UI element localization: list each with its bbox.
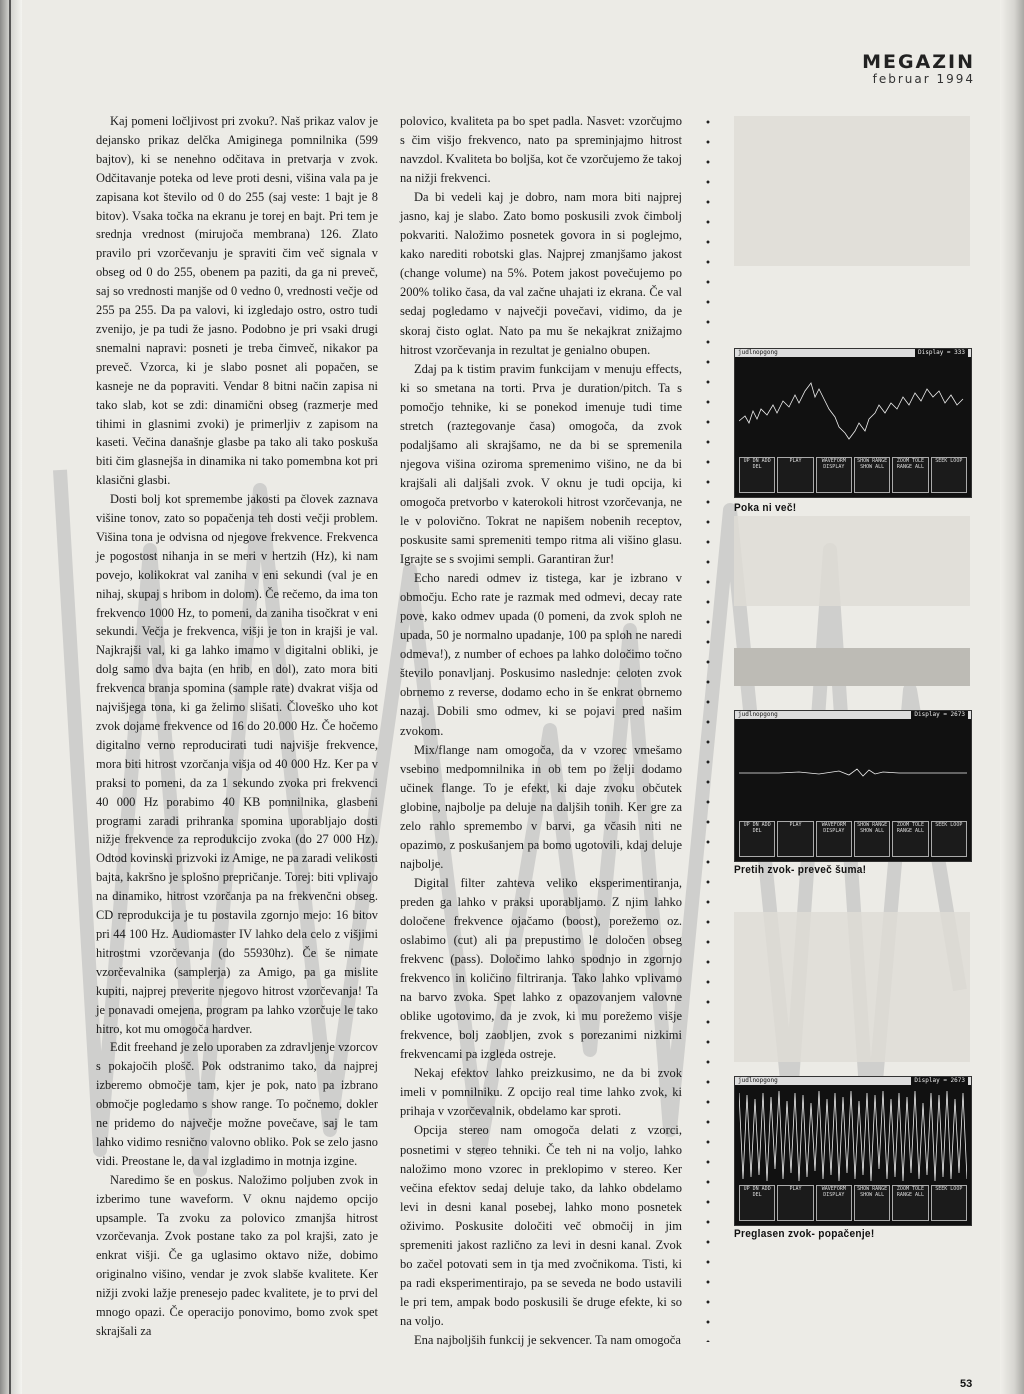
- window-title-bar: [735, 1077, 971, 1085]
- magazine-title: MEGAZIN: [862, 51, 975, 73]
- show-through-block: [734, 516, 970, 606]
- control-panel: [739, 1185, 967, 1221]
- paragraph: Echo naredi odmev iz tistega, kar je izbrano v območju. Echo rate je razmak med odmevi, decay rate pove, kako odmev upada (0 pomeni, da zvok sploh ne upada, 50 je normalno upadanje, 100 pa sploh ne naredi odmeva!), z number of echoes pa lahko določimo točno število ponavljanj. Poskusimo naslednje: celoten zvok obrnemo z reverse, dodamo echo in še enkrat obrnemo nazaj. Dobili smo odmev, ki se pojavi pred našim zvokom.: [400, 571, 682, 738]
- sampler-screenshot-1: [734, 348, 972, 498]
- sampler-screenshot-2: [734, 710, 972, 862]
- show-through-block: [734, 116, 970, 266]
- play-button[interactable]: PLAY: [777, 457, 813, 493]
- spine-line: [9, 0, 11, 1394]
- sampler-screenshot-3: [734, 1076, 972, 1226]
- display-readout: Display = 2673: [911, 711, 968, 719]
- control-panel: [739, 821, 967, 857]
- waveform-display: [739, 723, 967, 817]
- seek-loop-button[interactable]: SEEK LOOP: [931, 1185, 967, 1221]
- zoom-button[interactable]: ZOOM TOLE RANGE ALL: [892, 1185, 928, 1221]
- paragraph: Naredimo še en poskus. Naložimo poljuben zvok in izberimo tune waveform. V oknu najdemo opcijo upsample. Ta zvoku za polovico zmanjša hitrost vzorčevanja. Zvok postane tako za pol krajši, zato je enkrat višji. Če ga uglasimo oktavo niže, dobimo originalno višino, vendar je zvok slabše kvalitete. Ker nižji zvoki lažje prenesejo padec kvalitete, je to prvi del mnogo opazi. Če operacijo ponovimo, bomo zvok spet skrajšali za: [96, 1172, 378, 1338]
- page-number: 53: [960, 1378, 973, 1390]
- screenshot-caption: Preglasen zvok- popačenje!: [734, 1228, 875, 1240]
- window-title: judlnopgong: [738, 711, 778, 718]
- paragraph: Digital filter zahteva veliko eksperimentiranja, preden ga lahko v praksi uporabljamo. Z njim lahko določene frekvence ojačamo (boost), porežemo oz. oslabimo (cut) ali pa prepustimo le določen obseg frekvenc (pass). Določimo lahko spodnjo in zgornjo frekvenco in količino filtriranja. Tako lahko vplivamo na barvo zvoka. Spet lahko z opazovanjem valovne oblike ugotovimo, da je zvok, ki mu porežemo višje frekvence, bolj zaobljen, zvok s porezanimi nizkimi frekvencami pa izgleda ostreje.: [400, 875, 682, 1062]
- paragraph: Mix/flange nam omogoča, da v vzorec vmešamo vsebino medpomnilnika in ob tem po želji dodamo učinek flange. To je efekt, ki daje zvoku občutek globine, najbolje pa deluje na daljših tonih. Ker gre za zelo rahlo spremembo v barvi, ga včasih niti ne opazimo, z poskušanjem pa bomo ugotovili, kdaj deluje najbolje.: [400, 742, 682, 871]
- paragraph: Edit freehand je zelo uporaben za zdravljenje vzorcov s pokajočih plošč. Pok odstranimo tako, da najprej izberemo območje tam, kjer je pok, nato pa izbrano območje pogledamo s show range. To počnemo, dokler ne pridemo do največje možne povečave, saj le tam lahko vidimo resnično valovno obliko. Pok se zelo jasno vidi. Preostane le, da val izgladimo in motnja izgine.: [96, 1040, 378, 1168]
- window-title: judlnopgong: [738, 349, 778, 356]
- window-title: judlnopgong: [738, 1077, 778, 1084]
- show-through-block: [734, 912, 970, 1062]
- paragraph: Ena najboljših funkcij je sekvencer. Ta nam omogoča: [414, 1333, 681, 1347]
- zoom-button[interactable]: ZOOM TOLE RANGE ALL: [892, 821, 928, 857]
- waveform-display: [739, 1089, 967, 1183]
- play-button[interactable]: PLAY: [777, 1185, 813, 1221]
- issue-date: februar 1994: [872, 72, 975, 86]
- paragraph: Dosti bolj kot spremembe jakosti pa človek zaznava višine tonov, zato so popačenja teh dosti večji problem. Višina tona je odvisna od njegove frekvence. Frekvenca je pogostost nihanja in se meri v hertzih (Hz), ki nam povejo, kolikokrat val zaniha v eni sekundi (val je en nihaj, skupaj s hribom in dolom). Če rečemo, da ima ton frekvenco 1000 Hz, to pomeni, da zaniha tisočkrat v eni sekundi. Večja je frekvenca, višji je ton in krajši je val. Najkrajši val, ki ga lahko imamo v digitalni obliki, je dolg samo dva bajta (en hrib, en dol), zato mora biti frekvenca branja spomina (sample rate) dvakrat višja od najvišjega tona, ki ga želimo slišati. Človeško uho kot zvok dojame frekvence od 16 do 20.000 Hz. Če hočemo digitalno verno reproducirati tudi najvišje frekvence, mora biti hitrost vzorčanja višja od 40 000 Hz. Ker pa v praksi to pomeni, da za 1 sekundo zvoka pri frekvenci 40 000 Hz porabimo 40 KB pomnilnika, glasbeni programi zaradi prihranka spomina uporabljajo dosti nižje frekvence za reprodukcijo zvoka (do 27 000 Hz). Odtod kovinski prizvoki iz Amige, ne pa zaradi velikosti bajta, kakršno je splošno prepričanje. Torej: biti vplivajo na dinamiko, hitrost vzorčanja pa na frekvenčni obseg. CD reprodukcija je tu postavila zgornjo mejo: 16 bitov pri 44 100 Hz. Audiomaster IV lahko dela celo z višjimi hitrostmi vzorčevanja (do 55930hz). Če še nimate vzorčevalnika (samplerja) za Amigo, pa ga mislite kupiti, najprej preverite njegovo hitrost vzorčevanja! Ta je ponavadi omejena, program pa lahko vzorčuje le tako hitro, kot mu omogoča hardver.: [96, 492, 378, 1036]
- seek-loop-button[interactable]: SEEK LOOP: [931, 457, 967, 493]
- screenshot-caption: Pretih zvok- preveč šuma!: [734, 864, 867, 876]
- waveform-display-button[interactable]: WAVEFORM DISPLAY: [816, 821, 852, 857]
- show-range-button[interactable]: SHOW RANGE SHOW ALL: [854, 457, 890, 493]
- zoom-button[interactable]: ZOOM TOLE RANGE ALL: [892, 457, 928, 493]
- updown-button[interactable]: UP DN ADD DEL: [739, 457, 775, 493]
- dotted-column-divider: [706, 112, 710, 1342]
- screenshot-caption: Poka ni več!: [734, 502, 797, 514]
- waveform-display: [739, 361, 967, 455]
- window-title-bar: [735, 349, 971, 357]
- paragraph: Kaj pomeni ločljivost pri zvoku?. Naš prikaz valov je dejansko prikaz delčka Amiginega pomnilnika (599 bajtov), ki se nenehno odčitava in pretvarja v zvok. Odčitavanje poteka od leve proti desni, višina vala pa je zapisana kot število od 0 do 255 (saj veste: 1 bajt je 8 bitov). Vsaka točka na ekranu je torej en bajt. Pri tem je srednja vrednost (mirujoča membrana) 126. Zlato pravilo pri vzorčevanju je spraviti čim več signala v obseg od 0 do 255, obenem pa paziti, da ga ni preveč, saj so vrednosti manjše od 0 vedno 0, vrednosti večje od 255 pa 255. Da pa valovi, ki izgledajo ostro, ostro tudi zvenijo, je pa tudi že jasno. Podobno je pri vsaki drugi snemalni napravi: posneti je treba čimveč, nikakor pa preveč. Vzorca, ki je slabo posnet ali popačen, se kasneje ne da popraviti. Vendar 8 bitni način zapisa ni tako slab, kot se zdi: dinamični obseg (razmerje med tihimi in glasnimi zvoki) je primerljiv z zapisom na kaseti. Večina današnje glasbe pa tako ali tako poskuša biti čim glasnejša in dinamika ni tako pomembna kot pri klasični glasbi.: [96, 114, 378, 488]
- display-readout: Display = 333: [915, 349, 968, 357]
- paragraph: Da bi vedeli kaj je dobro, nam mora biti najprej jasno, kaj je slabo. Zato bomo poskusili zvok čimbolj pokvariti. Naložimo posnetek govora in si poglejmo, kako narediti robotski glas. Najprej zmanjšamo jakost (change volume) na 5%. Potem jakost povečujemo po 200% toliko časa, da val začne uhajati iz ekrana. Če val sedaj pogledamo v največji povečavi, vidimo, da je skoraj čisto oglat. Nato pa mu še nekajkrat znižajmo hitrost vzorčevanja in rezultat je genialno obupen.: [400, 190, 682, 357]
- paragraph: Nekaj efektov lahko preizkusimo, ne da bi zvok imeli v pomnilniku. Z opcijo real time lahko zvok, ki prihaja v vzorčevalnik, obdelamo kar sproti.: [400, 1066, 682, 1119]
- window-title-bar: [735, 711, 971, 719]
- updown-button[interactable]: UP DN ADD DEL: [739, 1185, 775, 1221]
- updown-button[interactable]: UP DN ADD DEL: [739, 821, 775, 857]
- paragraph: Opcija stereo nam omogoča delati z vzorci, posnetimi v stereo tehniki. Če teh ni na voljo, lahko naložimo mono vzorec in preklopimo v stereo. Ker večina efektov sedaj deluje tako, da lahko obdelamo levi in desni kanal posebej, lahko mono posnetek oživimo. Poskusite določiti več območij in jim spremeniti jakost različno za levi in desni kanal. Zvok bo začel potovati sem in tja med zvočnikoma. Tisti, ki pa radi eksperimentirajo, pa se seveda ne bodo ustavili le pri tem, ampak bodo poskusili še druge efekte, ki so na voljo.: [400, 1123, 682, 1328]
- paragraph: polovico, kvaliteta pa bo spet padla. Nasvet: vzorčujmo s čim višjo frekvenco, nato pa spreminjajmo hitrost navzdol. Kvaliteta bo boljša, kot če vzorčujemo že takoj na nižji frekvenci.: [400, 114, 682, 186]
- article-column-1: [96, 112, 378, 1341]
- control-panel: [739, 457, 967, 493]
- show-range-button[interactable]: SHOW RANGE SHOW ALL: [854, 821, 890, 857]
- page-edge: [1000, 0, 1024, 1394]
- play-button[interactable]: PLAY: [777, 821, 813, 857]
- article-column-2: [400, 112, 682, 1350]
- display-readout: Display = 2673: [911, 1077, 968, 1085]
- waveform-display-button[interactable]: WAVEFORM DISPLAY: [816, 1185, 852, 1221]
- show-range-button[interactable]: SHOW RANGE SHOW ALL: [854, 1185, 890, 1221]
- show-through-banner: [734, 648, 970, 686]
- page-spine: [0, 0, 22, 1394]
- seek-loop-button[interactable]: SEEK LOOP: [931, 821, 967, 857]
- paragraph: Zdaj pa k tistim pravim funkcijam v menuju effects, ki so smetana na torti. Prva je duration/pitch. Ta s pomočjo tehnike, ki se ponekod imenuje tudi time stretch (raztegovanje časa) omogoča, da zvok podaljšamo ali skrajšamo, ne da bi se spremenila njegova višina oziroma spremenimo višino, ne da bi krajšali ali daljšali zvok. V oknu je tudi opcija, ki omogoča pretvorbo v katerokoli hitrost vzorčevanja, ne le v polovično. Tokrat ne napišem nobenih receptov, poskusite sami spremeniti tempo ritma ali višino glasu. Igrajte se s svojimi sempli. Garantiran žur!: [400, 361, 682, 567]
- waveform-display-button[interactable]: WAVEFORM DISPLAY: [816, 457, 852, 493]
- masthead: [845, 52, 975, 86]
